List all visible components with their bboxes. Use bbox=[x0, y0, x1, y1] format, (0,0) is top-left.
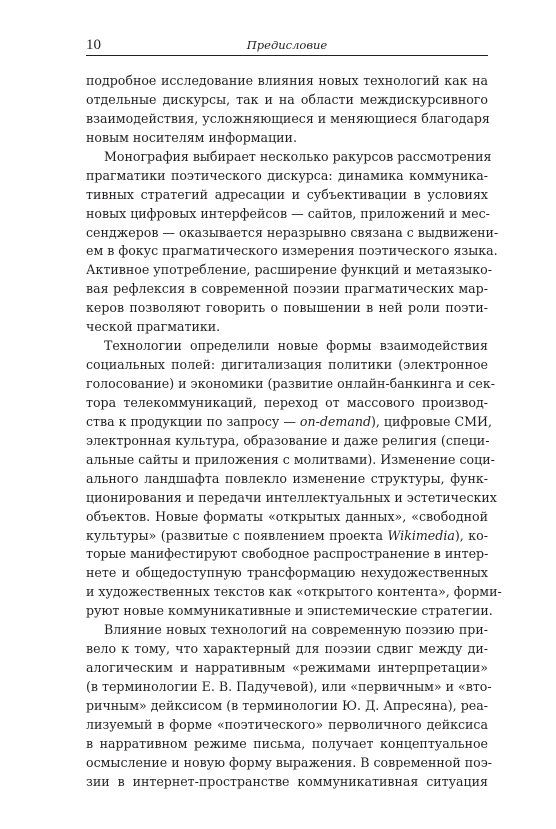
text-line: зии в интернет-пространстве коммуникативная ситуация bbox=[86, 773, 488, 789]
text-line: Технологии определили новые формы взаимодействия bbox=[104, 338, 488, 354]
text-line: керов позволяют говорить о повышении в ней роли поэти- bbox=[86, 300, 488, 316]
text-line: социальных полей: дигитализация политики (электронное bbox=[86, 357, 488, 373]
text-line: отдельные дискурсы, так и на области междискурсивного bbox=[86, 91, 488, 107]
text-line: ционирования и передачи интеллектуальных и эстетических bbox=[86, 489, 497, 505]
paragraph-3 bbox=[86, 337, 502, 621]
text-line: лизуемый в форме «поэтического» перволичного дейксиса bbox=[86, 716, 488, 732]
text-line: вая рефлексия в современной поэзии прагматических мар- bbox=[86, 281, 488, 297]
text-line: (в терминологии Е. В. Падучевой), или «первичным» и «вто- bbox=[86, 679, 492, 694]
text-line: Монография выбирает несколько ракурсов рассмотрения bbox=[104, 148, 492, 164]
text-line bbox=[86, 527, 488, 546]
running-header bbox=[86, 33, 488, 56]
text-line: нете и общедоступную трансформацию нехудожественных bbox=[86, 565, 488, 581]
text-line: ального ландшафта повлекло изменение структуры, функ- bbox=[86, 470, 488, 486]
text-line: электронная культура, образование и даже религия (специ- bbox=[86, 432, 490, 448]
text-line: прагматики поэтического дискурса: динамика коммуника- bbox=[86, 167, 488, 183]
text-line: вело к тому, что характерный для поэзии сдвиг между ди- bbox=[86, 641, 488, 657]
text-run: ), ко- bbox=[454, 527, 488, 543]
paragraph-4 bbox=[86, 621, 493, 791]
text-line bbox=[86, 413, 493, 432]
text-line: альные сайты и приложения с молитвами). Изменение соци- bbox=[86, 451, 495, 467]
running-title: Предисловие bbox=[246, 38, 328, 52]
text-line: новым носителям информации. bbox=[86, 129, 297, 145]
text-line: объектов. Новые форматы «открытых данных», «свободной bbox=[86, 508, 488, 524]
text-line: голосование) и экономики (развитие онлайн-банкинга и сек- bbox=[86, 376, 495, 391]
text-line: ческой прагматики. bbox=[86, 319, 221, 335]
text-run: ства к продукции по запросу — bbox=[86, 413, 300, 429]
page-number: 10 bbox=[86, 37, 101, 53]
text-line: тивных стратегий адресации и субъективации в условиях bbox=[86, 186, 488, 202]
text-line: тора телекоммуникаций, переход от массового производ- bbox=[86, 394, 488, 410]
text-line: Влияние новых технологий на современную поэзию при- bbox=[104, 622, 488, 638]
text-line: сенджеров — оказывается неразрывно связана с выдвижени- bbox=[86, 224, 499, 240]
emphasis-wikimedia: Wikimedia bbox=[387, 527, 455, 543]
text-line: ем в фокус прагматического измерения поэтического языка. bbox=[86, 243, 498, 259]
text-line: ричным» дейксисом (в терминологии Ю. Д. Апресяна), реа- bbox=[86, 697, 488, 713]
text-line: подробное исследование влияния новых технологий как на bbox=[86, 73, 488, 88]
text-line: и художественных текстов как «открытого контента», форми- bbox=[86, 584, 502, 600]
text-line: Активное употребление, расширение функций и метаязыко- bbox=[86, 262, 493, 278]
text-run: культуры» (развитые с появлением проекта bbox=[86, 527, 388, 543]
text-line: новых цифровых интерфейсов — сайтов, приложений и мес- bbox=[86, 205, 490, 221]
text-line: торые манифестируют свободное распространение в интер- bbox=[86, 546, 489, 562]
text-run: ), цифровые СМИ, bbox=[371, 413, 493, 429]
paragraph-2 bbox=[86, 148, 499, 337]
text-line: алогическим и нарративным «режимами интерпретации» bbox=[86, 660, 488, 676]
text-line: в нарративном режиме письма, получает концептуальное bbox=[86, 735, 488, 751]
text-line: осмысление и новую форму выражения. В современной поэ- bbox=[86, 754, 493, 770]
text-line: взаимодействия, усложняющиеся и меняющиеся благодаря bbox=[86, 110, 490, 126]
text-line: руют новые коммуникативные и эпистемические стратегии. bbox=[86, 603, 493, 619]
emphasis-on-demand: on-demand bbox=[299, 413, 372, 429]
paragraph-1 bbox=[86, 72, 488, 148]
body-text bbox=[86, 72, 502, 792]
